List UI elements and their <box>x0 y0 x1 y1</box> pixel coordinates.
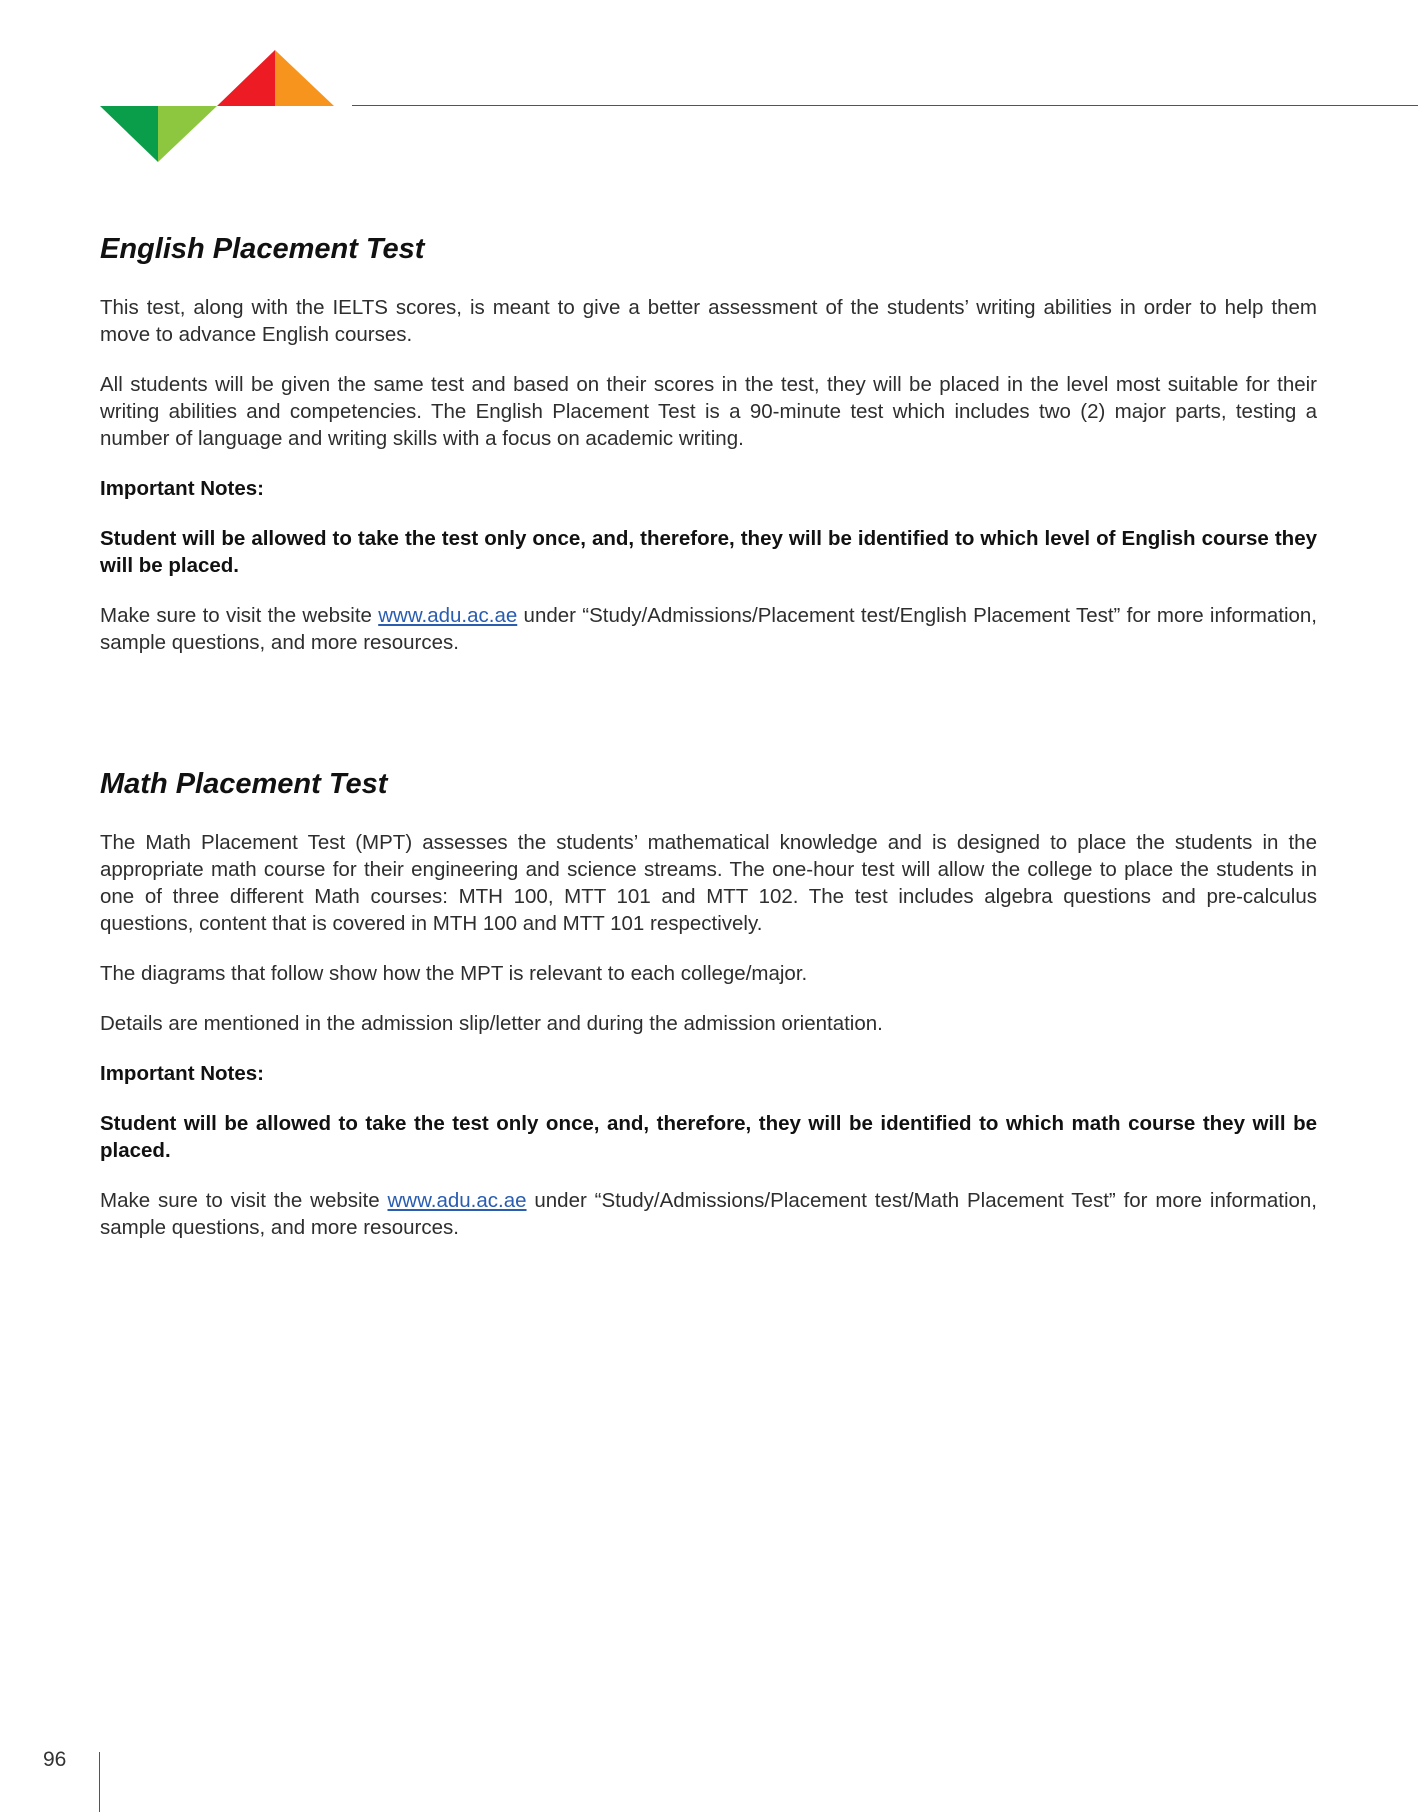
website-text-before: Make sure to visit the website <box>100 1189 388 1212</box>
page-content <box>100 228 1317 1264</box>
section-title: Math Placement Test <box>100 768 388 800</box>
website-text-before: Make sure to visit the website <box>100 604 379 627</box>
important-notes-heading: Important Notes: <box>100 477 264 500</box>
important-note: Student will be allowed to take the test only once, and, therefore, they will be identified to which level of English course they will be placed. <box>100 527 1317 577</box>
website-paragraph <box>100 1187 1317 1241</box>
english-placement-section <box>100 228 1317 656</box>
website-link[interactable]: www.adu.ac.ae <box>378 604 518 627</box>
website-link[interactable]: www.adu.ac.ae <box>387 1189 527 1212</box>
footer-rule <box>99 1752 100 1812</box>
website-paragraph <box>100 602 1317 656</box>
website-text-after: under “Study/Admissions/Placement test/Math Placement Test” for more information, sample questions, and more resources. <box>100 1189 1317 1239</box>
logo-green-dark-triangle <box>100 106 158 162</box>
section-title: English Placement Test <box>100 233 425 265</box>
page-number: 96 <box>43 1748 67 1771</box>
header-rule <box>352 105 1418 106</box>
paragraph: The Math Placement Test (MPT) assesses the students’ mathematical knowledge and is designed to place the students in the appropriate math course for their engineering and science streams. The one-hour test will allow the college to place the students in one of three different Math courses: MTH 100, MTT 101 and MTT 102. The test includes algebra questions and pre-calculus questions, content that is covered in MTH 100 and MTT 101 respectively. <box>100 831 1317 935</box>
paragraph: The diagrams that follow show how the MPT is relevant to each college/major. <box>100 962 808 985</box>
logo-red-triangle <box>217 50 275 106</box>
triangle-logo-icon <box>100 50 334 162</box>
paragraph: All students will be given the same test and based on their scores in the test, they will be placed in the level most suitable for their writing abilities and competencies. The English Placement Test is a 90-minute test which includes two (2) major parts, testing a number of language and writing skills with a focus on academic writing. <box>100 373 1317 450</box>
website-text-after: under “Study/Admissions/Placement test/English Placement Test” for more information, sample questions, and more resources. <box>100 604 1317 654</box>
math-placement-section <box>100 763 1317 1241</box>
paragraph: Details are mentioned in the admission slip/letter and during the admission orientation. <box>100 1012 883 1035</box>
important-notes-heading: Important Notes: <box>100 1062 264 1085</box>
paragraph: This test, along with the IELTS scores, is meant to give a better assessment of the students’ writing abilities in order to help them move to advance English courses. <box>100 296 1317 346</box>
logo-orange-triangle <box>275 50 334 106</box>
important-note: Student will be allowed to take the test only once, and, therefore, they will be identified to which math course they will be placed. <box>100 1112 1317 1162</box>
logo-green-light-triangle <box>158 106 217 162</box>
